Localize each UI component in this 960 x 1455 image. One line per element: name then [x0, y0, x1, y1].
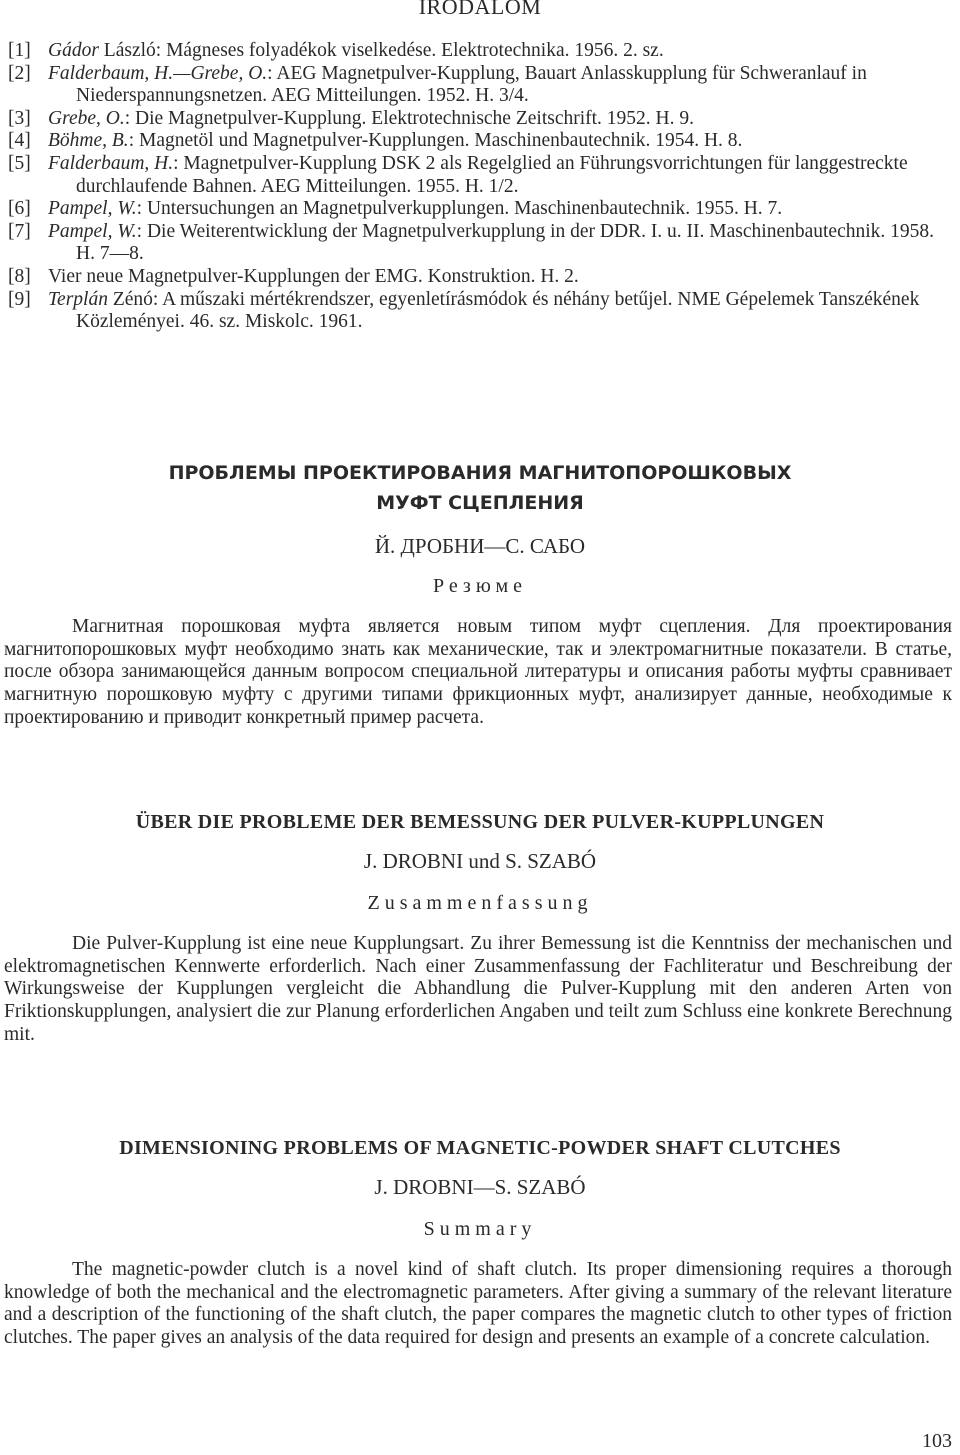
reference-item: [4, 289, 952, 334]
reference-text: : Die Weiterentwicklung der Magnetpulverkupplung in der DDR. I. u. II. Maschinenbautechnik. 1958. H. 7—8.: [76, 220, 935, 265]
page-number: 103: [922, 1430, 952, 1452]
reference-number: [5]: [8, 152, 31, 174]
english-authors: J. DROBNI—S. SZABÓ: [374, 1175, 586, 1199]
russian-title: ПРОБЛЕМЫ ПРОЕКТИРОВАНИЯ МАГНИТОПОРОШКОВЫХ МУФТ СЦЕПЛЕНИЯ: [168, 462, 792, 514]
reference-item: [4, 153, 952, 198]
russian-summary-label: Резюме: [432, 575, 528, 597]
reference-number: [3]: [8, 107, 31, 129]
reference-text: : Die Magnetpulver-Kupplung. Elektrotechnische Zeitschrift. 1952. H. 9.: [124, 107, 695, 129]
reference-item: [4, 266, 952, 289]
english-title: DIMENSIONING PROBLEMS OF MAGNETIC-POWDER SHAFT CLUTCHES: [119, 1137, 841, 1159]
english-summary-label: Summary: [423, 1218, 537, 1240]
german-abstract: Die Pulver-Kupplung ist eine neue Kupplungsart. Zu ihrer Bemessung ist die Kenntniss der mechanischen und elektromagnetischen Kennwerte erforderlich. Nach einer Zusammenfassung der Fachliteratur und Beschreibung der Wirkungsweise der Kupplungen vergleicht die Abhandlung die Pulver-Kupplung mit den anderen Arten von Friktionskupplungen, analysiert die zur Planung erforderlichen Angaben und teilt zum Schluss eine konkrete Berechnung mit.: [4, 933, 952, 1045]
german-title: ÜBER DIE PROBLEME DER BEMESSUNG DER PULVER-KUPPLUNGEN: [135, 811, 825, 833]
english-summary-section: [0, 1133, 960, 1350]
reference-author: Falderbaum, H.: [48, 152, 174, 174]
reference-text: László: Mágneses folyadékok viselkedése. Elektrotechnika. 1956. 2. sz.: [98, 40, 664, 61]
reference-text: : Magnetöl und Magnetpulver-Kupplungen. Maschinenbautechnik. 1954. H. 8.: [128, 130, 743, 152]
english-abstract: The magnetic-powder clutch is a novel kind of shaft clutch. Its proper dimensioning requires a thorough knowledge of both the mechanical and the electromagnetic parameters. After giving a summary of the relevant literature and a description of the functioning of the shaft clutch, the paper compares the magnetic clutch to other types of friction clutches. The paper gives an analysis of the data required for design and presents an example of a concrete calculation.: [4, 1259, 952, 1349]
reference-item: [4, 221, 952, 266]
reference-text: Zénó: A műszaki mértékrendszer, egyenletírásmódok és néhány betűjel. NME Gépelemek Tanszékének Közleményei. 46. sz. Miskolc. 1961.: [76, 288, 920, 333]
reference-author: Falderbaum, H.—Grebe, O.: [48, 62, 268, 84]
reference-item: [4, 198, 952, 221]
reference-author: Gádor: [48, 40, 99, 61]
reference-number: [2]: [8, 62, 31, 84]
german-authors: J. DROBNI und S. SZABÓ: [363, 849, 597, 873]
reference-item: [4, 108, 952, 131]
reference-text: : Untersuchungen an Magnetpulverkupplungen. Maschinenbautechnik. 1955. H. 7.: [136, 198, 783, 220]
references-heading: IRODALOM: [418, 0, 542, 19]
russian-summary-section: [0, 458, 960, 730]
russian-abstract: Магнитная порошковая муфта является новым типом муфт сцепления. Для проектирования магнитопорошковых муфт необходимо знать как механические, так и электромагнитные показатели. В статье, после обзора занимающейся данным вопросом специальной литературы и описания работы муфты сравнивает магнитную порошковую муфту с другими типами фрикционных муфт, анализирует данные, необходимые к проектированию и приводит конкретный пример расчета.: [4, 616, 952, 728]
reference-text: : Magnetpulver-Kupplung DSK 2 als Regelglied an Führungsvorrichtungen für langgestreckte durchlaufende Bahnen. AEG Mitteilungen. 1955. H. 1/2.: [76, 152, 908, 197]
reference-number: [1]: [8, 40, 31, 61]
german-summary-label: Zusammenfassung: [367, 892, 593, 914]
russian-authors: Й. ДРОБНИ—С. САБО: [374, 534, 586, 558]
reference-item: [4, 130, 952, 153]
reference-item: [4, 63, 952, 108]
reference-text: : AEG Magnetpulver-Kupplung, Bauart Anlasskupplung für Schweranlauf in Niederspannungsnetzen. AEG Mitteilungen. 1952. H. 3/4.: [76, 62, 867, 107]
reference-author: Grebe, O.: [48, 107, 125, 129]
reference-author: Pampel, W.: [48, 198, 137, 220]
reference-number: [9]: [8, 288, 31, 310]
reference-author: Terplán: [48, 288, 108, 310]
german-summary-section: [0, 807, 960, 1047]
reference-number: [7]: [8, 220, 31, 242]
reference-list: [4, 40, 952, 334]
reference-number: [4]: [8, 130, 31, 152]
reference-text: Vier neue Magnetpulver-Kupplungen der EMG. Konstruktion. H. 2.: [48, 265, 579, 287]
reference-author: Böhme, B.: [48, 130, 129, 152]
reference-number: [6]: [8, 198, 31, 220]
reference-item: [4, 40, 952, 63]
reference-number: [8]: [8, 265, 31, 287]
reference-author: Pampel, W.: [48, 220, 137, 242]
